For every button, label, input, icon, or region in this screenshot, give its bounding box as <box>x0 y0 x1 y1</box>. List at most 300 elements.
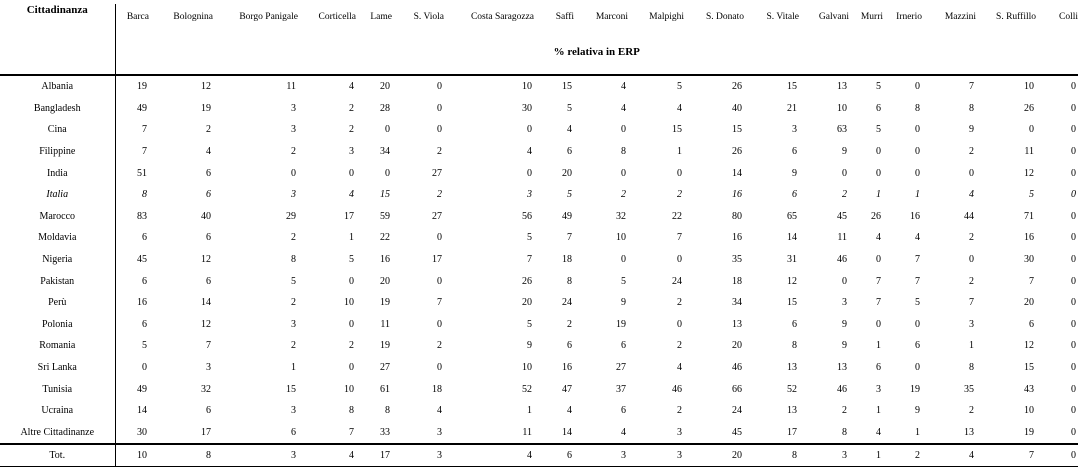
table-cell: 5 <box>567 189 572 201</box>
table-cell: 30 <box>137 426 147 438</box>
table-cell: 0 <box>876 254 881 266</box>
table-cell: 0 <box>1071 383 1076 395</box>
total-cell: 1 <box>849 444 883 467</box>
table-cell: 16 <box>732 232 742 244</box>
row-label: Marocco <box>0 206 115 228</box>
table-cell: 9 <box>527 340 532 352</box>
table-cell: 65 <box>787 210 797 222</box>
table-row <box>0 119 1078 141</box>
table-row <box>0 357 1078 379</box>
table-cell: 6 <box>792 318 797 330</box>
table-row <box>0 227 1078 249</box>
table-cell: 6 <box>876 362 881 374</box>
table-cell: 11 <box>837 232 847 244</box>
table-cell: 0 <box>915 318 920 330</box>
column-header-corticella: Corticella <box>318 12 356 22</box>
table-cell: 0 <box>385 167 390 179</box>
table-cell: 6 <box>567 340 572 352</box>
column-header-bolognina: Bolognina <box>173 12 213 22</box>
column-header-malpighi: Malpighi <box>649 12 684 22</box>
table-row <box>0 314 1078 336</box>
table-cell: 2 <box>677 189 682 201</box>
table-cell: 0 <box>915 81 920 93</box>
table-cell: 0 <box>437 275 442 287</box>
table-cell: 6 <box>621 405 626 417</box>
table-row <box>0 141 1078 163</box>
table-cell: 7 <box>969 81 974 93</box>
table-cell: 7 <box>876 275 881 287</box>
table-cell: 3 <box>527 189 532 201</box>
table-cell: 17 <box>201 426 211 438</box>
table-cell: 4 <box>969 189 974 201</box>
table-cell: 2 <box>437 189 442 201</box>
table-cell: 45 <box>837 210 847 222</box>
table-cell: 40 <box>201 210 211 222</box>
total-cell: 4 <box>298 444 356 467</box>
row-label: Filippine <box>0 141 115 163</box>
table-cell: 0 <box>1071 275 1076 287</box>
column-header-galvani: Galvani <box>818 12 849 22</box>
total-cell: 4 <box>444 444 534 467</box>
table-cell: 0 <box>437 81 442 93</box>
table-cell: 4 <box>527 146 532 158</box>
column-header-s-ruffillo: S. Ruffillo <box>996 12 1036 22</box>
table-cell: 9 <box>842 318 847 330</box>
table-cell: 8 <box>969 362 974 374</box>
table-cell: 8 <box>969 102 974 114</box>
table-cell: 20 <box>1024 297 1034 309</box>
table-cell: 6 <box>876 102 881 114</box>
table-cell: 18 <box>732 275 742 287</box>
table-cell: 2 <box>349 340 354 352</box>
table-cell: 2 <box>621 189 626 201</box>
table-cell: 4 <box>349 81 354 93</box>
table-row <box>0 422 1078 445</box>
table-cell: 7 <box>1029 275 1034 287</box>
table-cell: 10 <box>344 383 354 395</box>
table-cell: 0 <box>677 167 682 179</box>
table-cell: 7 <box>142 124 147 136</box>
table-cell: 1 <box>876 405 881 417</box>
column-header-mazzini: Mazzini <box>944 12 976 22</box>
table-cell: 52 <box>787 383 797 395</box>
table-cell: 17 <box>432 254 442 266</box>
table-cell: 2 <box>969 275 974 287</box>
table-cell: 22 <box>672 210 682 222</box>
table-cell: 15 <box>286 383 296 395</box>
table-cell: 63 <box>837 124 847 136</box>
table-cell: 7 <box>915 275 920 287</box>
table-cell: 5 <box>527 232 532 244</box>
table-cell: 83 <box>137 210 147 222</box>
table-cell: 20 <box>732 340 742 352</box>
table-cell: 0 <box>915 146 920 158</box>
table-cell: 0 <box>876 318 881 330</box>
table-cell: 15 <box>787 81 797 93</box>
column-header-colli: Colli <box>1058 12 1078 22</box>
table-cell: 35 <box>732 254 742 266</box>
table-cell: 3 <box>291 405 296 417</box>
table-cell: 46 <box>732 362 742 374</box>
table-cell: 2 <box>291 232 296 244</box>
table-cell: 0 <box>677 254 682 266</box>
table-cell: 0 <box>1071 426 1076 438</box>
table-cell: 6 <box>1029 318 1034 330</box>
table-cell: 7 <box>527 254 532 266</box>
table-cell: 5 <box>621 275 626 287</box>
table-cell: 8 <box>385 405 390 417</box>
table-cell: 43 <box>1024 383 1034 395</box>
table-cell: 4 <box>677 362 682 374</box>
table-cell: 3 <box>291 124 296 136</box>
column-header-costa-saragozza: Costa Saragozza <box>470 12 534 22</box>
total-cell: 7 <box>976 444 1036 467</box>
table-cell: 9 <box>621 297 626 309</box>
table-cell: 19 <box>137 81 147 93</box>
table-cell: 0 <box>527 124 532 136</box>
table-cell: 10 <box>522 81 532 93</box>
table-cell: 13 <box>837 362 847 374</box>
table-cell: 5 <box>1029 189 1034 201</box>
table-cell: 6 <box>206 405 211 417</box>
table-cell: 0 <box>842 275 847 287</box>
row-label: Polonia <box>0 314 115 336</box>
table-cell: 2 <box>291 146 296 158</box>
table-cell: 2 <box>969 146 974 158</box>
column-header-irnerio: Irnerio <box>896 12 922 22</box>
table-cell: 5 <box>527 318 532 330</box>
table-cell: 13 <box>964 426 974 438</box>
table-cell: 59 <box>380 210 390 222</box>
table-cell: 0 <box>1071 232 1076 244</box>
total-cell: 3 <box>392 444 444 467</box>
table-cell: 15 <box>732 124 742 136</box>
table-cell: 19 <box>201 102 211 114</box>
table-cell: 0 <box>437 102 442 114</box>
table-cell: 27 <box>380 362 390 374</box>
table-cell: 24 <box>562 297 572 309</box>
total-cell: 3 <box>213 444 298 467</box>
table-cell: 7 <box>567 232 572 244</box>
table-cell: 6 <box>567 146 572 158</box>
table-cell: 2 <box>349 102 354 114</box>
table-cell: 46 <box>837 383 847 395</box>
table-cell: 3 <box>792 124 797 136</box>
table-cell: 33 <box>380 426 390 438</box>
column-header-barca: Barca <box>126 12 149 22</box>
table-cell: 7 <box>349 426 354 438</box>
table-cell: 11 <box>522 426 532 438</box>
table-row <box>0 76 1078 98</box>
row-label: Tunisia <box>0 378 115 400</box>
table-cell: 0 <box>677 318 682 330</box>
table-cell: 16 <box>137 297 147 309</box>
table-cell: 10 <box>616 232 626 244</box>
table-cell: 6 <box>142 275 147 287</box>
row-label: Italia <box>0 184 115 206</box>
table-cell: 30 <box>522 102 532 114</box>
table-cell: 1 <box>915 189 920 201</box>
table-cell: 11 <box>286 81 296 93</box>
table-cell: 15 <box>562 81 572 93</box>
table-cell: 9 <box>842 146 847 158</box>
table-body <box>0 75 1078 467</box>
table-cell: 8 <box>567 275 572 287</box>
row-label: Moldavia <box>0 227 115 249</box>
table-cell: 0 <box>915 124 920 136</box>
table-cell: 45 <box>732 426 742 438</box>
table-cell: 1 <box>969 340 974 352</box>
table-cell: 16 <box>910 210 920 222</box>
table-cell: 12 <box>787 275 797 287</box>
row-label: India <box>0 162 115 184</box>
total-cell: 8 <box>149 444 213 467</box>
row-label: Perù <box>0 292 115 314</box>
table-cell: 19 <box>910 383 920 395</box>
table-cell: 0 <box>1071 254 1076 266</box>
table-cell: 0 <box>876 146 881 158</box>
table-cell: 27 <box>432 210 442 222</box>
table-cell: 47 <box>562 383 572 395</box>
table-cell: 10 <box>344 297 354 309</box>
table-row <box>0 184 1078 206</box>
table-cell: 0 <box>842 167 847 179</box>
table-cell: 2 <box>677 340 682 352</box>
table-cell: 4 <box>915 232 920 244</box>
total-cell: 20 <box>684 444 744 467</box>
table-cell: 27 <box>616 362 626 374</box>
table-cell: 12 <box>1024 167 1034 179</box>
table-cell: 5 <box>876 124 881 136</box>
table-cell: 7 <box>206 340 211 352</box>
table-cell: 0 <box>621 254 626 266</box>
table-cell: 2 <box>437 340 442 352</box>
table-cell: 4 <box>567 405 572 417</box>
column-header-murri: Murri <box>860 12 883 22</box>
table-cell: 4 <box>567 124 572 136</box>
table-cell: 26 <box>732 81 742 93</box>
table-cell: 11 <box>380 318 390 330</box>
table-cell: 27 <box>432 167 442 179</box>
row-label: Romania <box>0 335 115 357</box>
table-row <box>0 249 1078 271</box>
table-cell: 46 <box>837 254 847 266</box>
table-cell: 14 <box>732 167 742 179</box>
table-cell: 45 <box>137 254 147 266</box>
table-cell: 0 <box>385 124 390 136</box>
table-cell: 24 <box>672 275 682 287</box>
table-cell: 4 <box>876 426 881 438</box>
table-cell: 7 <box>677 232 682 244</box>
table-cell: 6 <box>206 275 211 287</box>
table-cell: 0 <box>1071 102 1076 114</box>
table-cell: 30 <box>1024 254 1034 266</box>
table-cell: 6 <box>206 189 211 201</box>
table-cell: 18 <box>562 254 572 266</box>
table-cell: 16 <box>732 189 742 201</box>
row-label: Sri Lanka <box>0 357 115 379</box>
table-cell: 6 <box>206 232 211 244</box>
row-label: Ucraina <box>0 400 115 422</box>
table-cell: 20 <box>380 275 390 287</box>
table-cell: 2 <box>842 405 847 417</box>
table-cell: 0 <box>437 232 442 244</box>
table-cell: 2 <box>969 232 974 244</box>
table-cell: 3 <box>291 318 296 330</box>
table-cell: 2 <box>677 405 682 417</box>
table-cell: 26 <box>732 146 742 158</box>
table-cell: 21 <box>787 102 797 114</box>
table-cell: 51 <box>137 167 147 179</box>
table-cell: 16 <box>380 254 390 266</box>
table-cell: 66 <box>732 383 742 395</box>
table-cell: 10 <box>837 102 847 114</box>
table-cell: 46 <box>672 383 682 395</box>
table-cell: 1 <box>876 189 881 201</box>
table-cell: 10 <box>522 362 532 374</box>
table-cell: 1 <box>349 232 354 244</box>
table-cell: 0 <box>437 318 442 330</box>
table-cell: 13 <box>787 362 797 374</box>
table-cell: 0 <box>1071 189 1076 201</box>
column-header-saffi: Saffi <box>555 12 574 22</box>
total-cell: 8 <box>744 444 799 467</box>
table-cell: 4 <box>437 405 442 417</box>
table-cell: 4 <box>621 426 626 438</box>
erp-table <box>0 4 1078 467</box>
table-cell: 2 <box>437 146 442 158</box>
table-cell: 6 <box>915 340 920 352</box>
table-cell: 31 <box>787 254 797 266</box>
table-cell: 3 <box>206 362 211 374</box>
column-header-s-vitale: S. Vitale <box>766 12 799 22</box>
table-cell: 6 <box>621 340 626 352</box>
table-cell: 7 <box>142 146 147 158</box>
row-label: Cina <box>0 119 115 141</box>
table-cell: 6 <box>142 318 147 330</box>
column-header-lame: Lame <box>370 12 392 22</box>
table-cell: 7 <box>969 297 974 309</box>
table-cell: 4 <box>621 102 626 114</box>
table-cell: 10 <box>1024 81 1034 93</box>
table-cell: 35 <box>964 383 974 395</box>
table-cell: 0 <box>1029 124 1034 136</box>
total-cell: 10 <box>115 444 149 467</box>
table-cell: 61 <box>380 383 390 395</box>
table-cell: 0 <box>349 167 354 179</box>
table-cell: 7 <box>876 297 881 309</box>
table-cell: 3 <box>291 189 296 201</box>
total-cell: 17 <box>356 444 392 467</box>
table-cell: 12 <box>201 254 211 266</box>
table-cell: 2 <box>291 340 296 352</box>
table-cell: 13 <box>837 81 847 93</box>
table-cell: 3 <box>876 383 881 395</box>
table-row <box>0 292 1078 314</box>
table-cell: 0 <box>969 167 974 179</box>
table-cell: 0 <box>349 362 354 374</box>
table-cell: 5 <box>677 81 682 93</box>
table-cell: 1 <box>915 426 920 438</box>
table-row <box>0 206 1078 228</box>
table-cell: 49 <box>137 102 147 114</box>
table-cell: 1 <box>876 340 881 352</box>
table-cell: 1 <box>291 362 296 374</box>
row-label: Bangladesh <box>0 98 115 120</box>
table-cell: 3 <box>437 426 442 438</box>
table-cell: 16 <box>1024 232 1034 244</box>
table-cell: 4 <box>876 232 881 244</box>
table-row <box>0 162 1078 184</box>
table-cell: 5 <box>142 340 147 352</box>
table-cell: 1 <box>527 405 532 417</box>
table-cell: 0 <box>1071 167 1076 179</box>
table-cell: 14 <box>562 426 572 438</box>
table-cell: 11 <box>1024 146 1034 158</box>
table-cell: 8 <box>842 426 847 438</box>
table-cell: 19 <box>380 297 390 309</box>
table-cell: 0 <box>1071 318 1076 330</box>
table-cell: 17 <box>344 210 354 222</box>
table-cell: 7 <box>437 297 442 309</box>
table-cell: 3 <box>677 426 682 438</box>
table-cell: 44 <box>964 210 974 222</box>
table-cell: 6 <box>142 232 147 244</box>
table-cell: 34 <box>380 146 390 158</box>
table-cell: 14 <box>137 405 147 417</box>
table-cell: 7 <box>915 254 920 266</box>
table-cell: 8 <box>291 254 296 266</box>
table-cell: 56 <box>522 210 532 222</box>
unit-label: % relativa in ERP <box>553 46 640 58</box>
table-cell: 49 <box>562 210 572 222</box>
total-label: Tot. <box>0 444 115 467</box>
table-cell: 10 <box>1024 405 1034 417</box>
total-cell: 6 <box>534 444 574 467</box>
table-cell: 20 <box>562 167 572 179</box>
table-cell: 2 <box>567 318 572 330</box>
table-row <box>0 335 1078 357</box>
table-cell: 32 <box>616 210 626 222</box>
total-cell: 2 <box>883 444 922 467</box>
row-label: Altre Cittadinanze <box>0 422 115 445</box>
row-label: Pakistan <box>0 270 115 292</box>
table-cell: 12 <box>201 81 211 93</box>
table-cell: 32 <box>201 383 211 395</box>
table-cell: 26 <box>1024 102 1034 114</box>
table-cell: 5 <box>915 297 920 309</box>
table-cell: 14 <box>201 297 211 309</box>
table-cell: 5 <box>291 275 296 287</box>
table-cell: 2 <box>291 297 296 309</box>
table-cell: 13 <box>787 405 797 417</box>
table-cell: 0 <box>1071 210 1076 222</box>
table-cell: 0 <box>142 362 147 374</box>
table-cell: 15 <box>1024 362 1034 374</box>
table-cell: 9 <box>915 405 920 417</box>
column-header-borgo-panigale: Borgo Panigale <box>239 12 298 22</box>
table-cell: 8 <box>915 102 920 114</box>
table-cell: 5 <box>349 254 354 266</box>
table-cell: 0 <box>915 362 920 374</box>
table-cell: 20 <box>380 81 390 93</box>
table-cell: 29 <box>286 210 296 222</box>
table-cell: 5 <box>567 102 572 114</box>
table-cell: 0 <box>349 275 354 287</box>
column-header-s-viola: S. Viola <box>413 12 444 22</box>
table-cell: 2 <box>969 405 974 417</box>
table-cell: 14 <box>787 232 797 244</box>
